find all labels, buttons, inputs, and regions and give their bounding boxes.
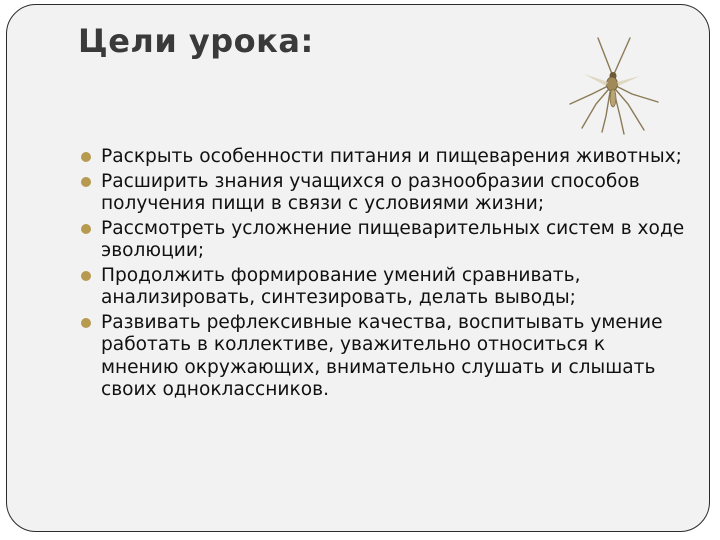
list-item-text: Раскрыть особенности питания и пищеварения животных; [101, 146, 682, 167]
list-item-text: Расширить знания учащихся о разнообразии способов получения пищи в связи с условиями жизни; [101, 170, 640, 214]
list-item [78, 218, 688, 263]
list-item-text: Продолжить формирование умений сравнивать, анализировать, синтезировать, делать выводы; [101, 264, 581, 308]
bullet-dot-icon [80, 151, 92, 163]
bullet-dot-icon [80, 270, 92, 282]
bullet-dot-icon [80, 317, 92, 329]
list-item [78, 265, 688, 310]
bullet-dot-icon [80, 176, 92, 188]
list-item-text: Рассмотреть усложнение пищеварительных систем в ходе эволюции; [101, 217, 685, 261]
list-item-text: Развивать рефлексивные качества, воспитывать умение работать в коллективе, уважительно относиться к мнению окружающих, внимательно слушать и слышать своих одноклассников. [101, 311, 663, 400]
slide-title: Цели урока: [78, 22, 314, 60]
bullet-dot-icon [80, 223, 92, 235]
list-item [78, 171, 688, 216]
mosquito-icon [562, 36, 662, 136]
goals-list [78, 146, 688, 404]
list-item [78, 146, 688, 169]
list-item [78, 312, 688, 402]
